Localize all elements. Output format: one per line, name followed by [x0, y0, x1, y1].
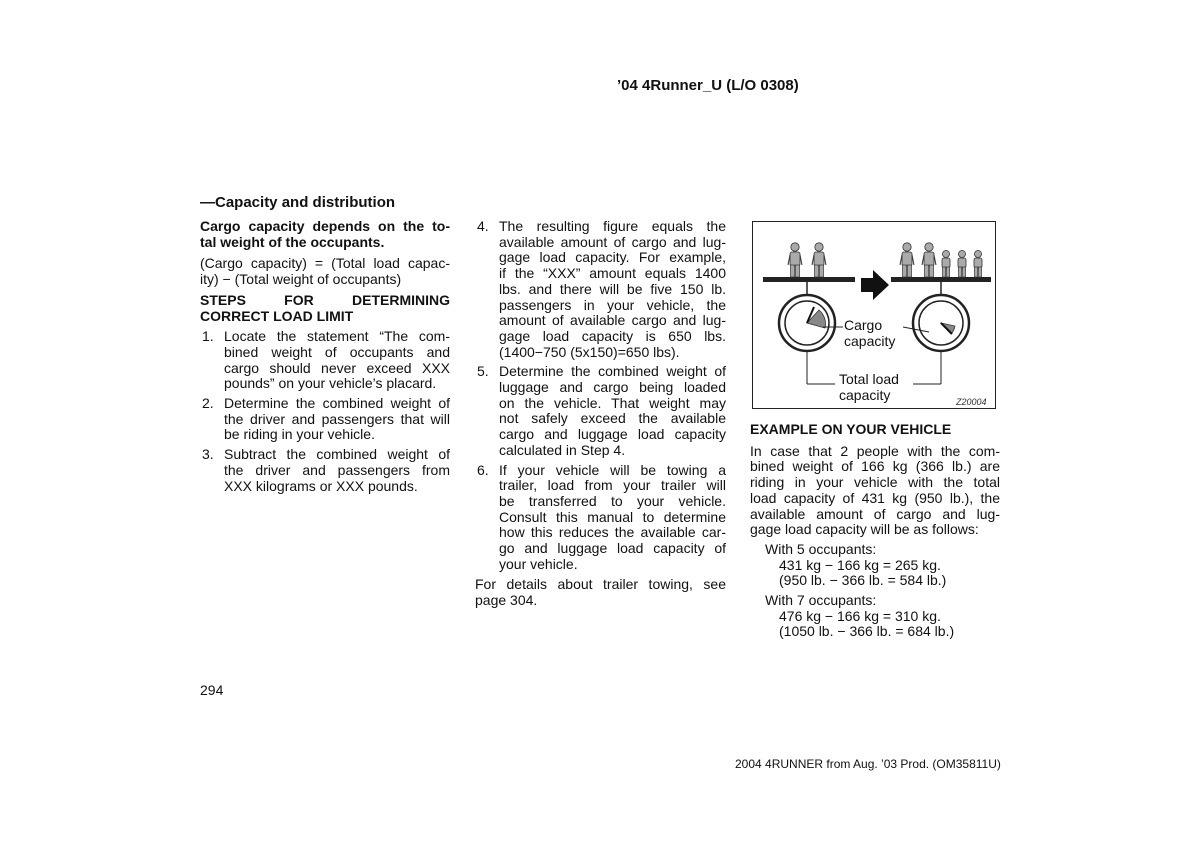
step-line: (1400−750 (5x150)=650 lbs). — [499, 343, 680, 360]
intro-bold-line: Cargo capacity depends on the to- — [200, 218, 450, 234]
step-line: luggage and cargo being loaded — [499, 379, 726, 396]
step-line: The resulting figure equals the — [499, 218, 726, 234]
step-line: the driver and passengers from — [224, 461, 450, 478]
step-line: Consult this manual to determine — [499, 508, 726, 525]
with7-label: With 7 occupants: — [765, 592, 877, 609]
step-line: go and luggage load capacity of — [499, 540, 726, 557]
step-line: cargo and luggage load capacity — [499, 426, 726, 443]
step-number: 4. — [477, 218, 489, 234]
step-line: calculated in Step 4. — [499, 441, 626, 458]
document-header-title: ’04 4Runner_U (L/O 0308) — [617, 77, 799, 94]
example-heading: EXAMPLE ON YOUR VEHICLE — [750, 421, 952, 437]
example-line: bined weight of 166 kg (366 lb.) are — [750, 458, 1000, 475]
step-line: on the vehicle. That weight may — [499, 394, 726, 411]
example-line: In case that 2 people with the com- — [750, 442, 1000, 459]
steps-heading: STEPS FOR DETERMINING — [200, 291, 450, 308]
document-footer: 2004 4RUNNER from Aug. ’03 Prod. (OM35811U) — [735, 757, 1001, 771]
left-column — [200, 219, 450, 494]
trailer-note-line: page 304. — [475, 592, 538, 609]
section-heading: —Capacity and distribution — [200, 194, 396, 211]
step-line: lbs. and there will be five 150 lb. — [499, 280, 726, 297]
shelf-left — [763, 277, 855, 282]
trailer-note-line: For details about trailer towing, see — [475, 576, 726, 593]
example-line: load capacity of 431 kg (950 lb.), the — [750, 489, 1000, 506]
step-line: passengers in your vehicle, the — [499, 296, 726, 313]
step-line: amount of available cargo and lug- — [499, 312, 726, 329]
intro-bold-line: tal weight of the occupants. — [200, 233, 385, 250]
step-line: Subtract the combined weight of — [224, 446, 450, 463]
step-line: Determine the combined weight of — [224, 395, 450, 412]
with5-label: With 5 occupants: — [765, 540, 877, 557]
step-line: pounds” on your vehicle’s placard. — [224, 375, 437, 392]
step-line: cargo should never exceed XXX — [224, 359, 450, 376]
step-line: available amount of cargo and lug- — [499, 233, 726, 250]
step-line: the driver and passengers that will — [224, 410, 450, 427]
step-number: 2. — [202, 395, 214, 412]
step-item — [475, 463, 726, 573]
page-number: 294 — [200, 682, 224, 698]
right-column — [750, 422, 1000, 640]
example-line: riding in your vehicle with the total — [750, 474, 1000, 491]
with7-line: (1050 lb. − 366 lb. = 684 lb.) — [779, 623, 955, 640]
with7-line: 476 kg − 166 kg = 310 kg. — [779, 607, 941, 624]
step-item — [200, 396, 450, 443]
step-line: XXX kilograms or XXX pounds. — [224, 477, 418, 494]
step-line: your vehicle. — [499, 555, 578, 572]
step-line: gage load capacity is 650 lbs. — [499, 327, 726, 344]
formula-line: ity) − (Total weight of occupants) — [200, 271, 402, 288]
figure-code: Z20004 — [956, 397, 987, 407]
step-item — [475, 364, 726, 458]
steps-heading: CORRECT LOAD LIMIT — [200, 307, 354, 324]
step-number: 3. — [202, 446, 214, 463]
step-line: gage load capacity. For example, — [499, 249, 726, 266]
example-line: available amount of cargo and lug- — [750, 505, 1000, 522]
step-number: 1. — [202, 328, 214, 345]
step-line: Locate the statement “The com- — [224, 328, 450, 345]
step-number: 5. — [477, 363, 489, 380]
middle-column — [475, 219, 726, 609]
arrow-right-icon — [861, 270, 889, 300]
cargo-capacity-label: Cargo capacity — [844, 317, 896, 349]
step-line: be transferred to your vehicle. — [499, 492, 726, 509]
step-line: bined weight of occupants and — [224, 343, 450, 360]
step-number: 6. — [477, 461, 489, 478]
total-load-capacity-label: Total load capacity — [839, 371, 899, 403]
step-line: how this reduces the available car- — [499, 524, 726, 541]
steps-list — [200, 329, 450, 494]
with5-line: (950 lb. − 366 lb. = 584 lb.) — [779, 572, 947, 589]
shelf-right — [891, 277, 991, 282]
step-line: If your vehicle will be towing a — [499, 461, 726, 478]
formula-line: (Cargo capacity) = (Total load capac- — [200, 255, 450, 272]
load-capacity-figure — [752, 221, 996, 409]
step-line: if the “XXX” amount equals 1400 — [499, 265, 726, 282]
step-item — [200, 447, 450, 494]
example-line: gage load capacity will be as follows: — [750, 521, 979, 538]
step-line: be riding in your vehicle. — [224, 426, 375, 443]
with5-line: 431 kg − 166 kg = 265 kg. — [779, 556, 941, 573]
step-item — [475, 219, 726, 360]
steps-list-continued — [475, 219, 726, 572]
step-line: not safely exceed the available — [499, 410, 726, 427]
step-line: Determine the combined weight of — [499, 363, 726, 380]
step-item — [200, 329, 450, 392]
step-line: trailer, load from your trailer will — [499, 477, 726, 494]
